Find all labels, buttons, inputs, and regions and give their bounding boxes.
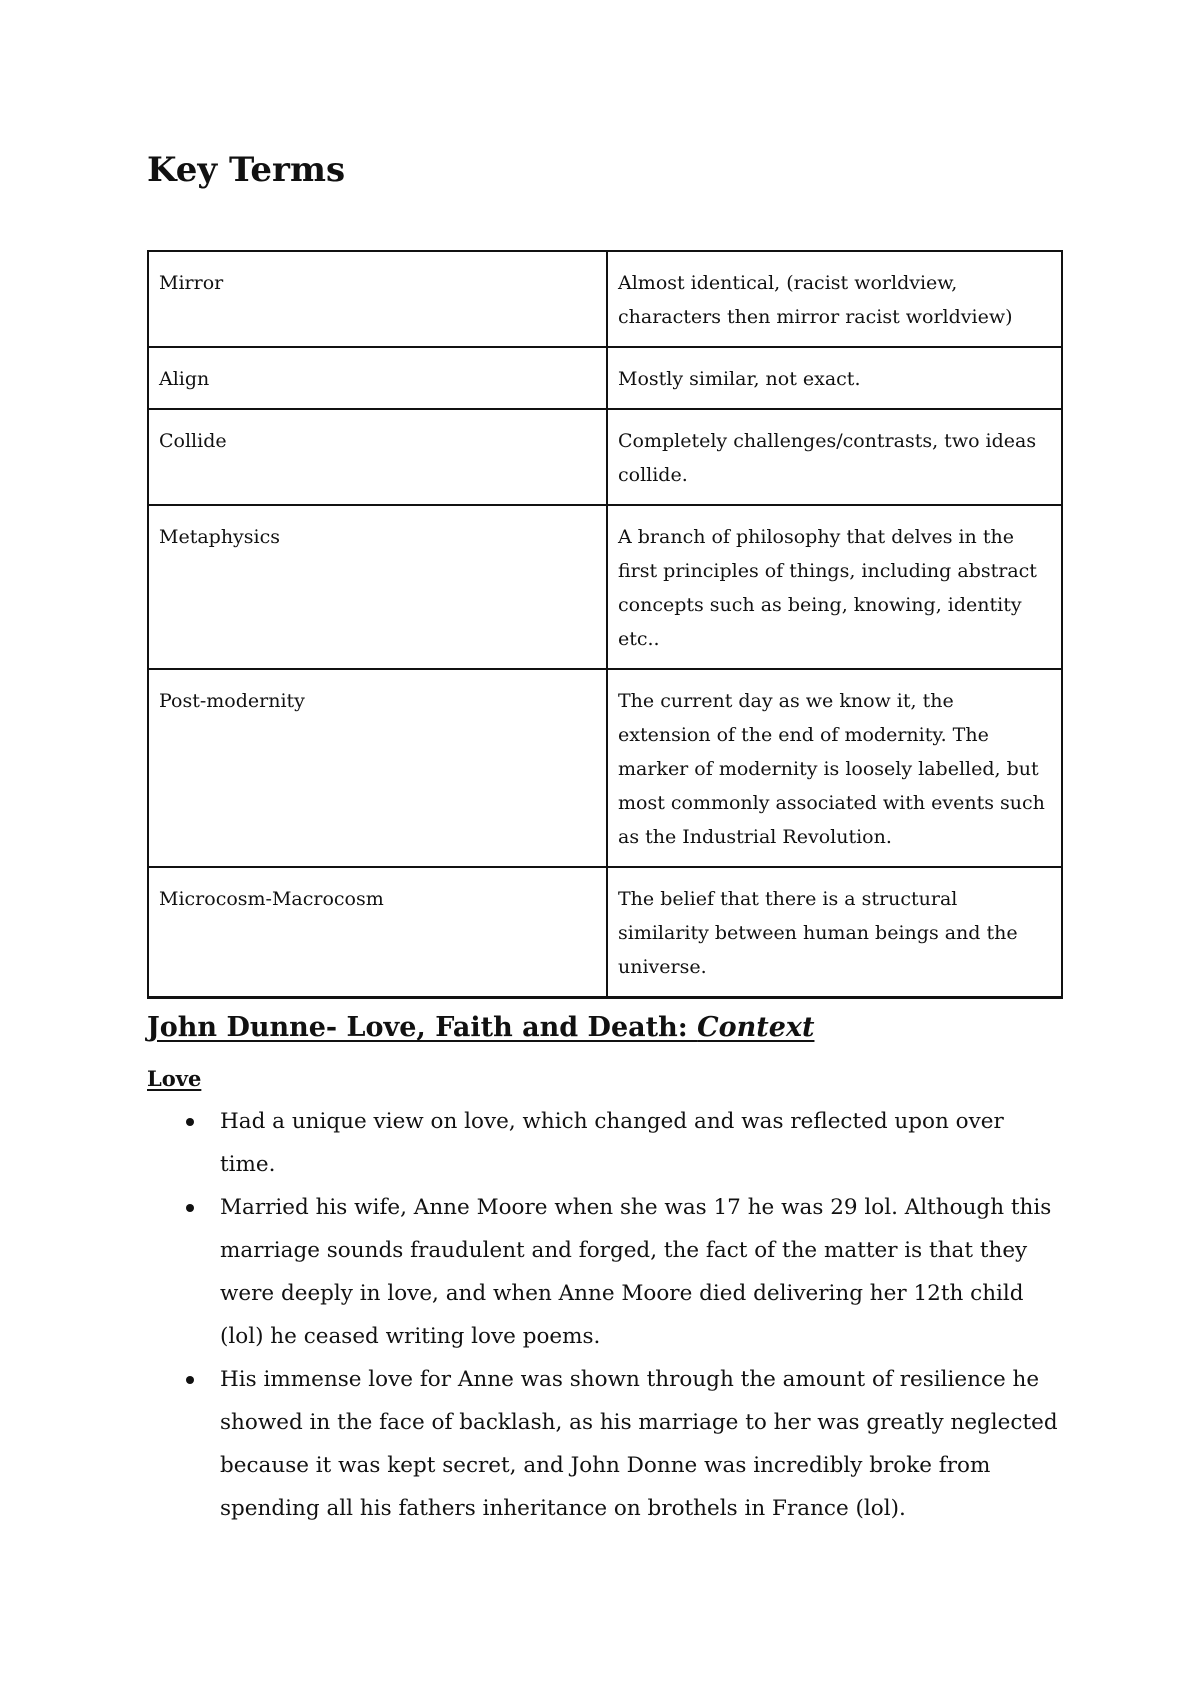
subheading-love: Love xyxy=(147,1066,202,1091)
table-row xyxy=(148,669,1062,867)
section-heading-italic: Context xyxy=(697,1012,815,1043)
term-cell: Microcosm-Macrocosm xyxy=(148,867,607,998)
table-row xyxy=(148,251,1062,347)
list-item xyxy=(147,1100,1063,1186)
key-terms-table xyxy=(147,250,1063,999)
section-heading xyxy=(147,1012,814,1043)
term-cell: Post-modernity xyxy=(148,669,607,867)
section-heading-text: John Dunne- Love, Faith and Death: xyxy=(147,1012,698,1043)
definition-cell: Completely challenges/contrasts, two ideas collide. xyxy=(607,409,1062,505)
table-row xyxy=(148,505,1062,669)
table-row xyxy=(148,867,1062,998)
bullet-icon xyxy=(186,1118,194,1126)
definition-cell: Almost identical, (racist worldview, characters then mirror racist worldview) xyxy=(607,251,1062,347)
term-cell: Metaphysics xyxy=(148,505,607,669)
table-row xyxy=(148,347,1062,409)
definition-cell: Mostly similar, not exact. xyxy=(607,347,1062,409)
bullet-list xyxy=(147,1100,1063,1530)
term-cell: Mirror xyxy=(148,251,607,347)
list-item-text: Married his wife, Anne Moore when she was 17 he was 29 lol. Although this marriage sounds fraudulent and forged, the fact of the matter is that they were deeply in love, and when Anne Moore died delivering her 12th child (lol) he ceased writing love poems. xyxy=(220,1195,1052,1349)
page-title: Key Terms xyxy=(147,150,346,190)
definition-cell: A branch of philosophy that delves in the first principles of things, including abstract concepts such as being, knowing, identity etc.. xyxy=(607,505,1062,669)
list-item-text: Had a unique view on love, which changed and was reflected upon over time. xyxy=(220,1109,1004,1177)
bullet-icon xyxy=(186,1204,194,1212)
list-item xyxy=(147,1186,1063,1358)
term-cell: Align xyxy=(148,347,607,409)
definition-cell: The current day as we know it, the extension of the end of modernity. The marker of modernity is loosely labelled, but most commonly associated with events such as the Industrial Revolution. xyxy=(607,669,1062,867)
term-cell: Collide xyxy=(148,409,607,505)
definition-cell: The belief that there is a structural similarity between human beings and the universe. xyxy=(607,867,1062,998)
table-row xyxy=(148,409,1062,505)
bullet-icon xyxy=(186,1376,194,1384)
list-item-text: His immense love for Anne was shown through the amount of resilience he showed in the face of backlash, as his marriage to her was greatly neglected because it was kept secret, and John Donne was incredibly broke from spending all his fathers inheritance on brothels in France (lol). xyxy=(220,1367,1058,1521)
list-item xyxy=(147,1358,1063,1530)
